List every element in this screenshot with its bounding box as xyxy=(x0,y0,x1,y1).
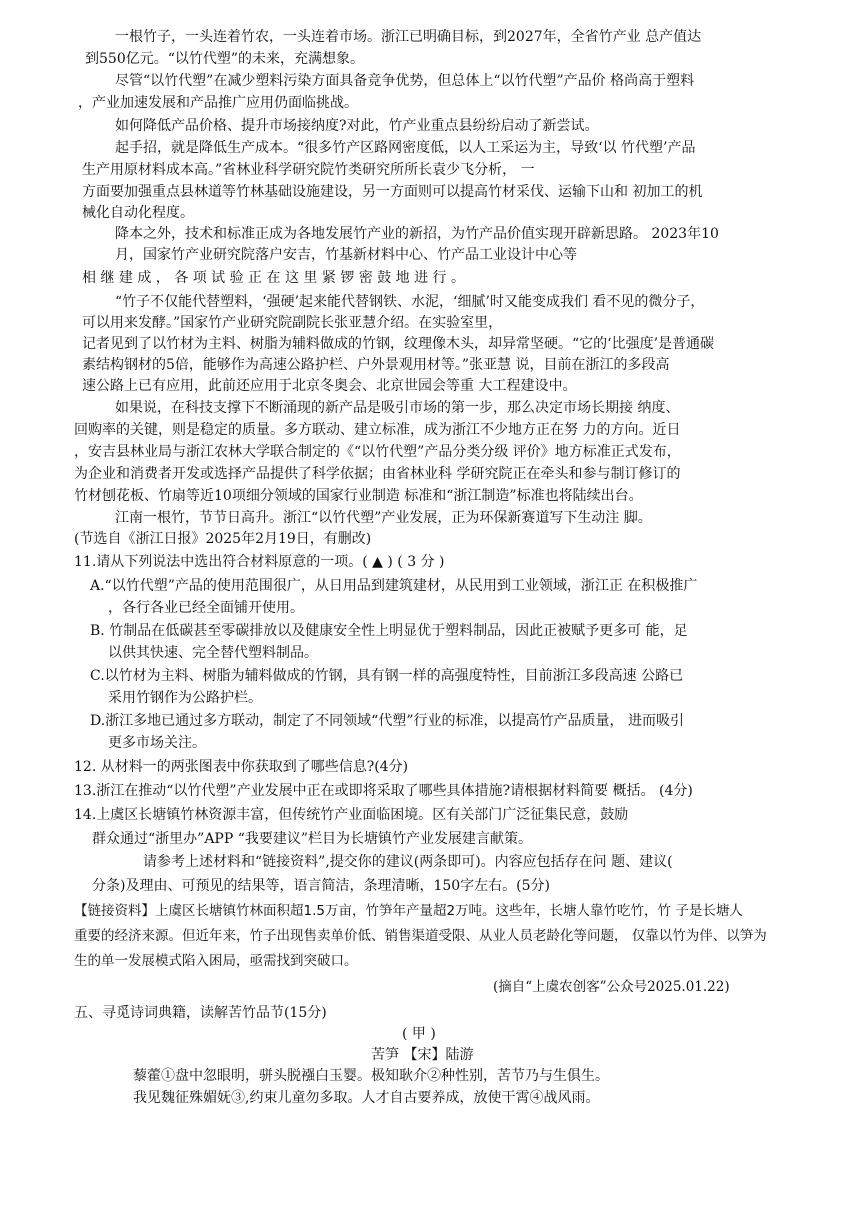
para-3-line-1: 如何降低产品价格、提升市场接纳度?对此，竹产业重点县纷纷启动了新尝试。 xyxy=(115,118,599,134)
para-7-line-4: 为企业和消费者开发或选择产品提供了科学依据；由省林业科 学研究院正在牵头和参与制订修订的 xyxy=(74,466,681,482)
section-5-heading: 五、寻觅诗词典籍，读解苦竹品节(15分) xyxy=(74,1005,327,1021)
question-13: 13.浙江在推动“以竹代塑”产业发展中正在或即将采取了哪些具体措施?请根据材料简要 概括。 (4分) xyxy=(74,783,693,799)
para-4-line-3: 方面要加强重点县林道等竹林基础设施建设，另一方面则可以提高竹材采伐、运输下山和 初加工的机 xyxy=(82,184,703,200)
link-material-line-3: 生的单一发展模式陷入困局，亟需找到突破口。 xyxy=(74,953,358,969)
para-7-line-5: 竹材刨花板、竹扇等近10项细分领域的国家行业制造 标准和“浙江制造”标准也将陆续出台。 xyxy=(74,488,643,504)
para-7-line-2: 回购率的关键，则是稳定的质量。多方联动、建立标准，成为浙江不少地方正在努 力的方向。近日 xyxy=(74,422,681,438)
para-8-line-1: 江南一根竹，节节日高升。浙江“以竹代塑”产业发展，正为环保新赛道写下生动注 脚。 xyxy=(115,510,652,526)
para-6-line-1: “竹子不仅能代替塑料，‘强硬’起来能代替钢铁、水泥，‘细腻’时又能变成我们 看不见的微分子， xyxy=(115,294,705,310)
link-material-line-1: 【链接资料】上虞区长塘镇竹林面积超1.5万亩，竹笋年产量超2万吨。这些年，长塘人靠竹吃竹，竹 子是长塘人 xyxy=(74,903,743,919)
q11-option-d-line-2: 更多市场关注。 xyxy=(108,735,206,751)
question-14-line-3: 请参考上述材料和“链接资料”,提交你的建议(两条即可)。内容应包括存在问 题、建议( xyxy=(143,854,673,870)
question-14-line-1: 14.上虞区长塘镇竹林资源丰富，但传统竹产业面临困境。区有关部门广泛征集民意，鼓励 xyxy=(74,807,629,823)
link-material-line-2: 重要的经济来源。但近年来，竹子出现售卖单价低、销售渠道受限、从业人员老龄化等问题， 仅靠以竹为伴、以笋为 xyxy=(74,928,767,944)
para-7-line-1: 如果说，在科技支撑下不断涌现的新产品是吸引市场的第一步，那么决定市场长期接 纳度、 xyxy=(115,400,680,416)
q11-option-a-line-1: A.“以竹代塑”产品的使用范围很广，从日用品到建筑建材，从民用到工业领域，浙江正 在积极推广 xyxy=(90,578,698,594)
para-4-line-1: 起手招，就是降低生产成本。“很多竹产区路网密度低，以人工采运为主，导致‘以 竹代塑’产品 xyxy=(115,140,696,156)
q11-option-d-line-1: D.浙江多地已通过多方联动，制定了不同领域“代塑”行业的标准，以提高竹产品质量， 进而吸引 xyxy=(90,713,684,729)
poem-label: ( 甲 ) xyxy=(402,1026,436,1042)
para-5-line-1: 降本之外，技术和标准正成为各地发展竹产业的新招，为竹产品价值实现开辟新思路。 2023年10 xyxy=(115,226,719,242)
question-11-stem: 11.请从下列说法中选出符合材料原意的一项。( ▲ ) ( 3 分 ) xyxy=(74,554,445,570)
question-14-line-2: 群众通过“浙里办”APP “我要建议”栏目为长塘镇竹产业发展建言献策。 xyxy=(92,831,533,847)
question-14-line-4: 分条)及理由、可预见的结果等，语言简洁，条理清晰，150字左右。(5分) xyxy=(92,878,551,894)
q11-option-a-line-2: ，各行各业已经全面铺开使用。 xyxy=(108,600,304,616)
q11-option-c-line-2: 采用竹钢作为公路护栏。 xyxy=(108,690,262,706)
q11-option-c-line-1: C.以竹材为主料、树脂为辅料做成的竹钢，具有钢一样的高强度特性，目前浙江多段高速 公路已 xyxy=(90,668,684,684)
q11-option-b-line-1: B. 竹制品在低碳甚至零碳排放以及健康安全性上明显优于塑料制品，因此正被赋予更多可 能，足 xyxy=(90,623,688,639)
question-12: 12. 从材料一的两张图表中你获取到了哪些信息?(4分) xyxy=(74,759,409,775)
para-1-line-2: 到550亿元。“以竹代塑”的未来，充满想象。 xyxy=(85,51,365,67)
para-2-line-2: ，产业加速发展和产品推广应用仍面临挑战。 xyxy=(78,95,358,111)
poem-title: 苦笋 【宋】陆游 xyxy=(371,1047,474,1063)
para-5-line-3: 相 继 建 成 ， 各 项 试 验 正 在 这 里 紧 锣 密 鼓 地 进 行 。 xyxy=(82,270,466,286)
poem-line-2: 我见魏征殊媚妩③,约束儿童勿多取。人才自古要养成，放使干霄④战风雨。 xyxy=(133,1090,600,1106)
para-5-line-2: 月，国家竹产业研究院落户安吉，竹基新材料中心、竹产品工业设计中心等 xyxy=(115,247,577,263)
para-6-line-3: 记者见到了以竹材为主料、树脂为辅料做成的竹钢，纹理像木头，却异常坚硬。“它的‘比强度’是普通碳 xyxy=(82,336,715,352)
q11-option-b-line-2: 以供其快速、完全替代塑料制品。 xyxy=(108,645,318,661)
material-source: (节选自《浙江日报》2025年2月19日，有删改) xyxy=(74,531,372,547)
para-4-line-2: 生产用原材料成本高。”省林业科学研究院竹类研究所所长袁少飞分析， 一 xyxy=(82,162,535,178)
para-2-line-1: 尽管“以竹代塑”在减少塑料污染方面具备竞争优势，但总体上“以竹代塑”产品价 格尚高于塑料 xyxy=(115,73,695,89)
para-6-line-4: 素结构钢材的5倍，能够作为高速公路护栏、户外景观用材等。”张亚慧 说，目前在浙江的多段高 xyxy=(82,357,670,373)
poem-line-1: 藜藿①盘中忽眼明，骈头脱襁白玉婴。极知耿介②种性别，苦节乃与生俱生。 xyxy=(133,1068,609,1084)
link-material-source: (摘自“上虞农创客”公众号2025.01.22) xyxy=(493,979,730,995)
para-6-line-5: 速公路上已有应用，此前还应用于北京冬奥会、北京世园会等重 大工程建设中。 xyxy=(82,378,577,394)
para-7-line-3: ，安吉县林业局与浙江农林大学联合制定的《“以竹代塑”产品分类分级 评价》地方标准正式发布， xyxy=(74,444,681,460)
para-4-line-4: 械化自动化程度。 xyxy=(82,205,194,221)
para-6-line-2: 可以用来发酵。”国家竹产业研究院副院长张亚慧介绍。在实验室里， xyxy=(82,315,503,331)
para-1-line-1: 一根竹子，一头连着竹农，一头连着市场。浙江已明确目标，到2027年，全省竹产业 总产值达 xyxy=(115,29,702,45)
